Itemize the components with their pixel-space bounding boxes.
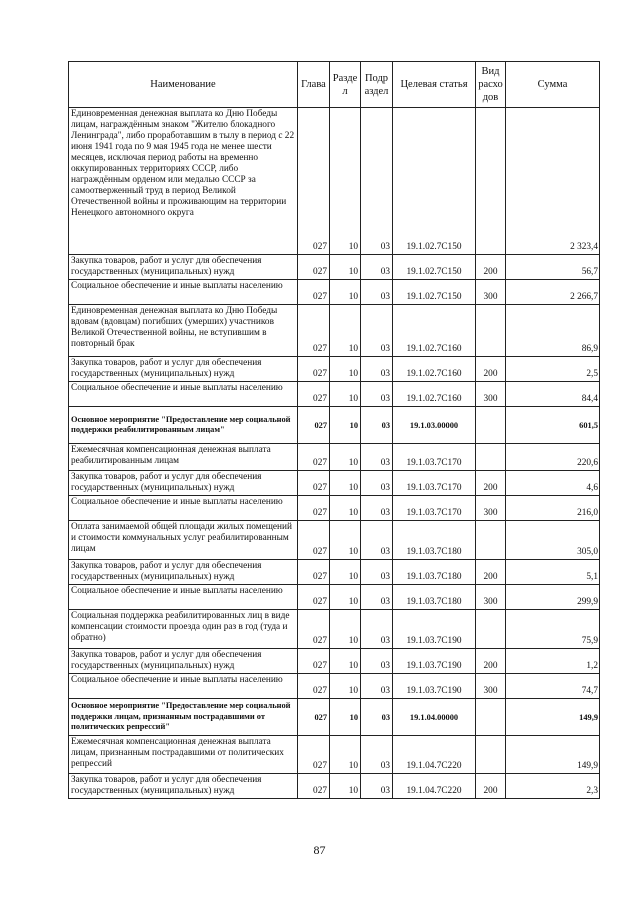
- row-podrazdel: 03: [361, 444, 393, 471]
- row-vid: 200: [476, 560, 506, 585]
- row-razdel: 10: [330, 560, 361, 585]
- row-sum: 2,3: [506, 774, 600, 799]
- row-vid: 200: [476, 649, 506, 674]
- row-sum: 84,4: [506, 382, 600, 407]
- table-row-main-event: [69, 407, 600, 444]
- row-glava: 027: [298, 649, 330, 674]
- row-vid: [476, 108, 506, 255]
- row-podrazdel: 03: [361, 407, 393, 444]
- row-sum: 149,9: [506, 736, 600, 774]
- row-glava: 027: [298, 674, 330, 699]
- row-name: Закупка товаров, работ и услуг для обеспечения государственных (муниципальных) нужд: [69, 560, 298, 585]
- row-sum: 601,5: [506, 407, 600, 444]
- row-vid: 300: [476, 496, 506, 521]
- table-row: [69, 108, 600, 255]
- row-podrazdel: 03: [361, 496, 393, 521]
- table-row: [69, 521, 600, 560]
- row-target: 19.1.02.7С150: [393, 108, 476, 255]
- row-vid: 300: [476, 585, 506, 610]
- row-sum: 2 323,4: [506, 108, 600, 255]
- row-target: 19.1.02.7С160: [393, 382, 476, 407]
- row-vid: [476, 305, 506, 357]
- table-row: [69, 382, 600, 407]
- row-sum: 299,9: [506, 585, 600, 610]
- table-row: [69, 496, 600, 521]
- row-name: Закупка товаров, работ и услуг для обеспечения государственных (муниципальных) нужд: [69, 357, 298, 382]
- row-razdel: 10: [330, 108, 361, 255]
- table-row: [69, 444, 600, 471]
- row-name: Закупка товаров, работ и услуг для обеспечения государственных (муниципальных) нужд: [69, 255, 298, 280]
- row-name: Социальное обеспечение и иные выплаты населению: [69, 382, 298, 407]
- row-sum: 1,2: [506, 649, 600, 674]
- row-podrazdel: 03: [361, 649, 393, 674]
- row-vid: [476, 610, 506, 649]
- page-number: 87: [313, 843, 326, 857]
- row-sum: 86,9: [506, 305, 600, 357]
- row-target: 19.1.02.7С150: [393, 255, 476, 280]
- row-razdel: 10: [330, 774, 361, 799]
- row-target: 19.1.03.00000: [393, 407, 476, 444]
- table-row: [69, 305, 600, 357]
- row-target: 19.1.03.7С180: [393, 585, 476, 610]
- row-sum: 2 266,7: [506, 280, 600, 305]
- header-name: Наименование: [69, 62, 298, 108]
- row-target: 19.1.02.7С160: [393, 357, 476, 382]
- row-razdel: 10: [330, 610, 361, 649]
- row-razdel: 10: [330, 255, 361, 280]
- row-vid: [476, 699, 506, 736]
- row-razdel: 10: [330, 407, 361, 444]
- row-vid: 200: [476, 357, 506, 382]
- row-target: 19.1.04.00000: [393, 699, 476, 736]
- row-podrazdel: 03: [361, 774, 393, 799]
- row-name: Единовременная денежная выплата ко Дню Победы вдовам (вдовцам) погибших (умерших) участников Великой Отечественной войны, не вступившим в повторный брак: [69, 305, 298, 357]
- row-razdel: 10: [330, 699, 361, 736]
- header-podrazdel: Подр аздел: [361, 62, 393, 108]
- row-podrazdel: 03: [361, 108, 393, 255]
- header-target: Целевая статья: [393, 62, 476, 108]
- row-name: Закупка товаров, работ и услуг для обеспечения государственных (муниципальных) нужд: [69, 471, 298, 496]
- row-sum: 4,6: [506, 471, 600, 496]
- row-sum: 216,0: [506, 496, 600, 521]
- row-sum: 305,0: [506, 521, 600, 560]
- row-sum: 75,9: [506, 610, 600, 649]
- row-podrazdel: 03: [361, 471, 393, 496]
- row-vid: [476, 407, 506, 444]
- header-row: [69, 62, 600, 108]
- row-glava: 027: [298, 305, 330, 357]
- row-target: 19.1.03.7С190: [393, 610, 476, 649]
- row-razdel: 10: [330, 280, 361, 305]
- row-podrazdel: 03: [361, 585, 393, 610]
- row-glava: 027: [298, 471, 330, 496]
- row-vid: 300: [476, 280, 506, 305]
- row-name: Социальное обеспечение и иные выплаты населению: [69, 280, 298, 305]
- row-name: Социальное обеспечение и иные выплаты населению: [69, 585, 298, 610]
- row-razdel: 10: [330, 444, 361, 471]
- table-row: [69, 471, 600, 496]
- row-glava: 027: [298, 736, 330, 774]
- row-podrazdel: 03: [361, 521, 393, 560]
- row-target: 19.1.03.7С190: [393, 649, 476, 674]
- row-target: 19.1.04.7С220: [393, 774, 476, 799]
- row-name: Ежемесячная компенсационная денежная выплата лицам, признанным пострадавшими от политических репрессий: [69, 736, 298, 774]
- row-vid: 200: [476, 255, 506, 280]
- row-glava: 027: [298, 699, 330, 736]
- row-glava: 027: [298, 774, 330, 799]
- row-sum: 220,6: [506, 444, 600, 471]
- row-target: 19.1.02.7С150: [393, 280, 476, 305]
- row-glava: 027: [298, 280, 330, 305]
- row-podrazdel: 03: [361, 255, 393, 280]
- row-glava: 027: [298, 382, 330, 407]
- table-row: [69, 560, 600, 585]
- row-glava: 027: [298, 407, 330, 444]
- row-glava: 027: [298, 255, 330, 280]
- table-row: [69, 774, 600, 799]
- row-glava: 027: [298, 585, 330, 610]
- row-target: 19.1.03.7С180: [393, 521, 476, 560]
- row-name: Ежемесячная компенсационная денежная выплата реабилитированным лицам: [69, 444, 298, 471]
- table-row: [69, 649, 600, 674]
- row-glava: 027: [298, 444, 330, 471]
- row-razdel: 10: [330, 585, 361, 610]
- row-name: Социальная поддержка реабилитированных лиц в виде компенсации стоимости проезда один раз в год (туда и обратно): [69, 610, 298, 649]
- row-razdel: 10: [330, 471, 361, 496]
- header-vid: Вид расхо дов: [476, 62, 506, 108]
- table-row: [69, 674, 600, 699]
- row-vid: [476, 736, 506, 774]
- row-sum: 2,5: [506, 357, 600, 382]
- row-vid: 300: [476, 382, 506, 407]
- row-razdel: 10: [330, 674, 361, 699]
- row-podrazdel: 03: [361, 382, 393, 407]
- row-sum: 5,1: [506, 560, 600, 585]
- row-sum: 74,7: [506, 674, 600, 699]
- row-target: 19.1.03.7С190: [393, 674, 476, 699]
- header-sum: Сумма: [506, 62, 600, 108]
- row-name: Основное мероприятие "Предоставление мер социальной поддержки лицам, признанным пострадавшими от политических репрессий": [69, 699, 298, 736]
- row-glava: 027: [298, 496, 330, 521]
- row-glava: 027: [298, 108, 330, 255]
- row-name: Закупка товаров, работ и услуг для обеспечения государственных (муниципальных) нужд: [69, 774, 298, 799]
- row-vid: 300: [476, 674, 506, 699]
- row-razdel: 10: [330, 305, 361, 357]
- row-target: 19.1.02.7С160: [393, 305, 476, 357]
- table-row: [69, 280, 600, 305]
- row-vid: [476, 521, 506, 560]
- row-name: Социальное обеспечение и иные выплаты населению: [69, 674, 298, 699]
- row-target: 19.1.03.7С170: [393, 444, 476, 471]
- row-razdel: 10: [330, 357, 361, 382]
- row-podrazdel: 03: [361, 610, 393, 649]
- row-podrazdel: 03: [361, 560, 393, 585]
- row-razdel: 10: [330, 521, 361, 560]
- row-target: 19.1.03.7С170: [393, 471, 476, 496]
- budget-table: [68, 61, 600, 799]
- row-razdel: 10: [330, 649, 361, 674]
- row-vid: 200: [476, 774, 506, 799]
- row-vid: 200: [476, 471, 506, 496]
- row-podrazdel: 03: [361, 305, 393, 357]
- row-target: 19.1.04.7С220: [393, 736, 476, 774]
- table-row: [69, 610, 600, 649]
- row-glava: 027: [298, 610, 330, 649]
- table-row: [69, 585, 600, 610]
- row-podrazdel: 03: [361, 699, 393, 736]
- row-name: Основное мероприятие "Предоставление мер социальной поддержки реабилитированным лицам": [69, 407, 298, 444]
- row-sum: 149,9: [506, 699, 600, 736]
- row-razdel: 10: [330, 736, 361, 774]
- row-name: Единовременная денежная выплата ко Дню Победы лицам, награждённым знаком "Жителю блокадного Ленинграда", либо проработавшим в тылу в период с 22 июня 1941 года по 9 мая 1945 года не менее шести месяцев, исключая период работы на временно оккупированных территориях СССР, либо награждённым орденом или медалью СССР за самоотверженный труд в период Великой Отечественной войны и проживающим на территории Ненецкого автономного округа: [69, 108, 298, 255]
- row-podrazdel: 03: [361, 736, 393, 774]
- row-name: Социальное обеспечение и иные выплаты населению: [69, 496, 298, 521]
- table-row: [69, 736, 600, 774]
- table-row: [69, 255, 600, 280]
- row-podrazdel: 03: [361, 674, 393, 699]
- row-glava: 027: [298, 521, 330, 560]
- table-row-main-event: [69, 699, 600, 736]
- row-sum: 56,7: [506, 255, 600, 280]
- row-razdel: 10: [330, 382, 361, 407]
- row-name: Оплата занимаемой общей площади жилых помещений и стоимости коммунальных услуг реабилитированным лицам: [69, 521, 298, 560]
- header-glava: Глава: [298, 62, 330, 108]
- row-target: 19.1.03.7С170: [393, 496, 476, 521]
- row-name: Закупка товаров, работ и услуг для обеспечения государственных (муниципальных) нужд: [69, 649, 298, 674]
- row-target: 19.1.03.7С180: [393, 560, 476, 585]
- row-vid: [476, 444, 506, 471]
- row-glava: 027: [298, 357, 330, 382]
- header-razdel: Разде л: [330, 62, 361, 108]
- row-razdel: 10: [330, 496, 361, 521]
- row-podrazdel: 03: [361, 357, 393, 382]
- table-row: [69, 357, 600, 382]
- row-glava: 027: [298, 560, 330, 585]
- row-podrazdel: 03: [361, 280, 393, 305]
